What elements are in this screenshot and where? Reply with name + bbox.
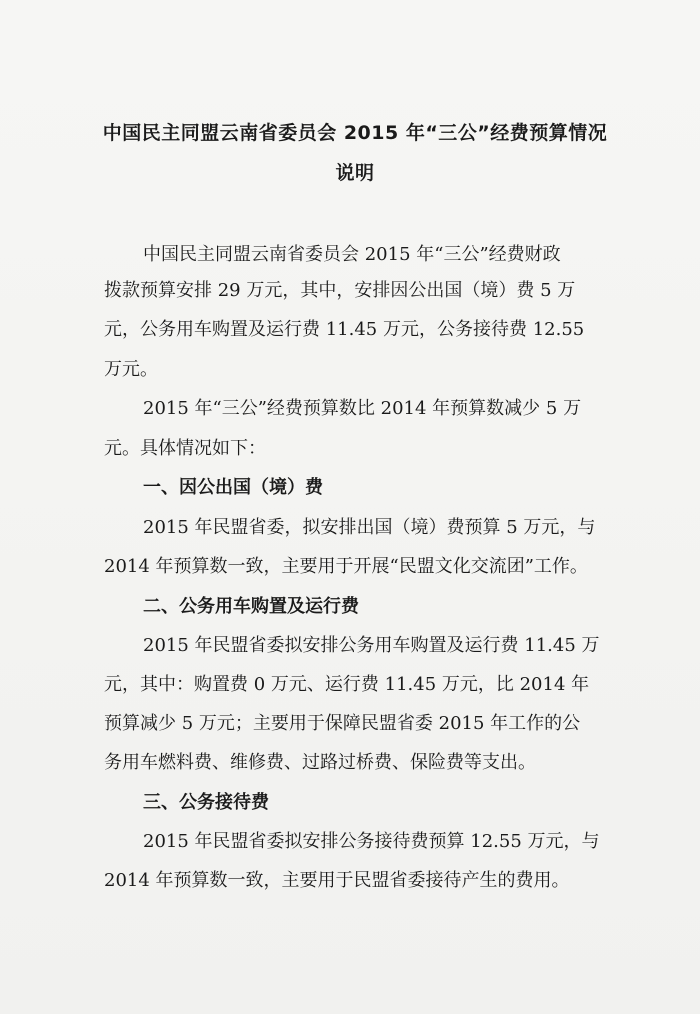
- document-title-continued: 说明: [335, 162, 375, 184]
- section-heading-vehicles: 二、公务用车购置及运行费: [143, 596, 359, 617]
- intro-line-2: 拨款预算安排 29 万元，其中，安排因公出国（境）费 5 万: [104, 280, 576, 301]
- section3-line-2: 2014 年预算数一致，主要用于民盟省委接待产生的费用。: [104, 870, 570, 891]
- intro-line-3: 元，公务用车购置及运行费 11.45 万元，公务接待费 12.55: [104, 319, 585, 340]
- section1-line-1: 2015 年民盟省委，拟安排出国（境）费预算 5 万元，与: [143, 517, 596, 538]
- section2-line-4: 务用车燃料费、维修费、过路过桥费、保险费等支出。: [104, 752, 536, 773]
- intro-line-1: 中国民主同盟云南省委员会 2015 年“三公”经费财政: [143, 244, 561, 265]
- intro-line-4: 万元。: [104, 359, 158, 380]
- section1-line-2: 2014 年预算数一致，主要用于开展“民盟文化交流团”工作。: [104, 556, 588, 577]
- document-title: 中国民主同盟云南省委员会 2015 年“三公”经费预算情况: [102, 122, 608, 144]
- section-heading-travel-abroad: 一、因公出国（境）费: [143, 477, 323, 498]
- section2-line-1: 2015 年民盟省委拟安排公务用车购置及运行费 11.45 万: [143, 635, 600, 656]
- section3-line-1: 2015 年民盟省委拟安排公务接待费预算 12.55 万元，与: [143, 831, 600, 852]
- section-heading-reception: 三、公务接待费: [143, 792, 269, 813]
- section2-line-3: 预算减少 5 万元；主要用于保障民盟省委 2015 年工作的公: [104, 713, 581, 734]
- compare-line-2: 元。具体情况如下：: [104, 438, 266, 459]
- section2-line-2: 元，其中：购置费 0 万元、运行费 11.45 万元，比 2014 年: [104, 674, 590, 695]
- compare-line-1: 2015 年“三公”经费预算数比 2014 年预算数减少 5 万: [143, 398, 582, 419]
